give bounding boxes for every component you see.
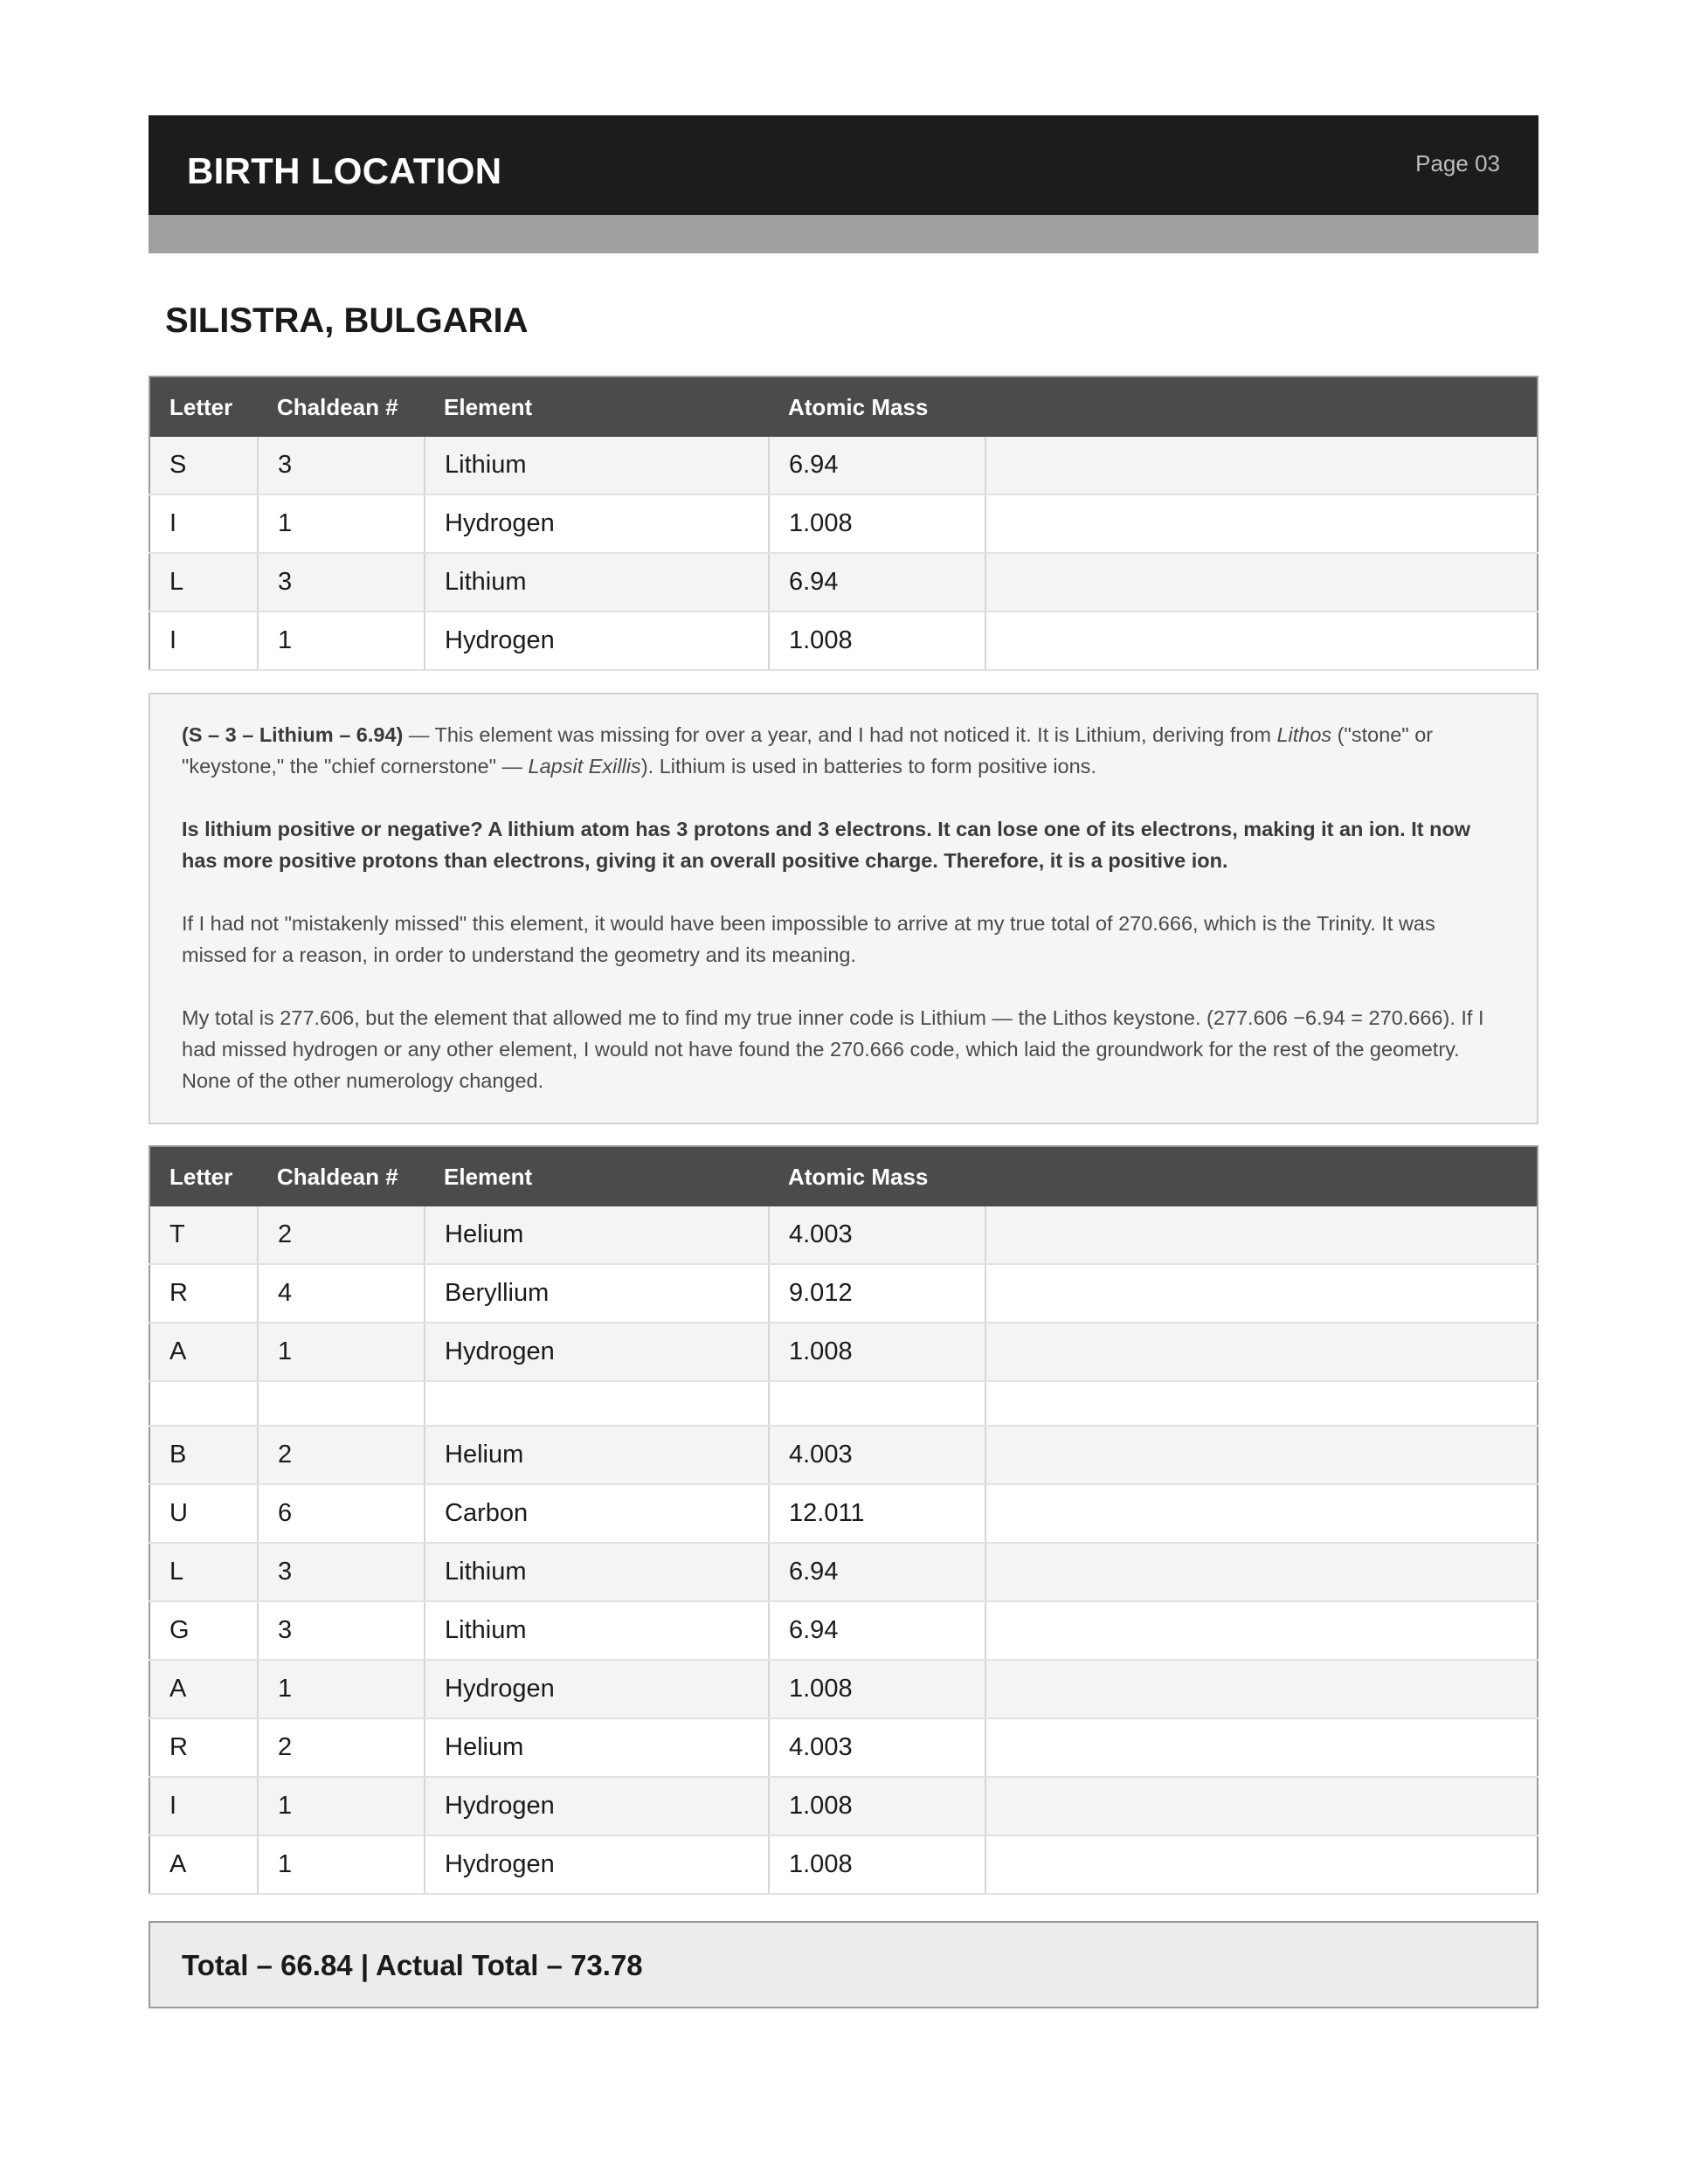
cell-chaldean: 6 xyxy=(258,1484,425,1543)
cell-letter: R xyxy=(149,1264,258,1323)
cell-chaldean: 3 xyxy=(258,553,425,612)
table-row xyxy=(149,1718,1538,1777)
cell-atomic-mass: 1.008 xyxy=(769,612,985,670)
cell-chaldean: 2 xyxy=(258,1718,425,1777)
cell-element: Hydrogen xyxy=(425,1323,769,1381)
table-row xyxy=(149,1543,1538,1601)
cell-letter: I xyxy=(149,1777,258,1835)
cell-element: Hydrogen xyxy=(425,1777,769,1835)
note-paragraph-positive-ion: Is lithium positive or negative? A lithium atom has 3 protons and 3 electrons. It can lose one of its electrons, making it an ion. It now has more positive protons than electrons, giving it an overall positive charge. Therefore, it is a positive ion. xyxy=(182,818,1471,872)
cell-element: Lithium xyxy=(425,553,769,612)
column-header-chaldean: Chaldean # xyxy=(258,1146,425,1206)
cell-element: Helium xyxy=(425,1426,769,1484)
cell-extra xyxy=(985,1601,1538,1660)
column-header-atomic-mass: Atomic Mass xyxy=(769,1146,985,1206)
column-header-letter: Letter xyxy=(149,1146,258,1206)
cell-chaldean: 3 xyxy=(258,1601,425,1660)
cell-chaldean: 1 xyxy=(258,494,425,553)
table-row xyxy=(149,1601,1538,1660)
element-table-bulgaria xyxy=(149,1145,1538,1895)
cell-letter: L xyxy=(149,1543,258,1601)
column-header-element: Element xyxy=(425,1146,769,1206)
cell-extra xyxy=(985,1381,1538,1426)
cell-chaldean: 1 xyxy=(258,1777,425,1835)
cell-letter: A xyxy=(149,1323,258,1381)
cell-chaldean: 3 xyxy=(258,437,425,494)
cell-atomic-mass: 1.008 xyxy=(769,1323,985,1381)
column-header-element: Element xyxy=(425,377,769,437)
lithium-note-box xyxy=(149,693,1538,1124)
cell-atomic-mass: 4.003 xyxy=(769,1206,985,1264)
cell-extra xyxy=(985,553,1538,612)
table-row xyxy=(149,612,1538,670)
cell-chaldean: 1 xyxy=(258,1660,425,1718)
cell-extra xyxy=(985,1777,1538,1835)
cell-atomic-mass: 1.008 xyxy=(769,494,985,553)
column-header-atomic-mass: Atomic Mass xyxy=(769,377,985,437)
table-header-row xyxy=(149,377,1538,437)
cell-chaldean xyxy=(258,1381,425,1426)
cell-letter: A xyxy=(149,1660,258,1718)
note-text: — This element was missing for over a year, and I had not noticed it. It is Lithium, deriving from xyxy=(403,723,1277,746)
table-row xyxy=(149,1206,1538,1264)
cell-extra xyxy=(985,612,1538,670)
cell-letter: L xyxy=(149,553,258,612)
note-paragraph-trinity: If I had not "mistakenly missed" this element, it would have been impossible to arrive at my true total of 270.666, which is the Trinity. It was missed for a reason, in order to understand the geometry and its meaning. xyxy=(182,912,1435,966)
cell-letter: S xyxy=(149,437,258,494)
column-header-chaldean: Chaldean # xyxy=(258,377,425,437)
cell-chaldean: 3 xyxy=(258,1543,425,1601)
column-header-extra xyxy=(985,377,1538,437)
cell-element: Lithium xyxy=(425,1543,769,1601)
cell-extra xyxy=(985,1323,1538,1381)
cell-extra xyxy=(985,1543,1538,1601)
element-table-silistra xyxy=(149,376,1538,671)
cell-atomic-mass: 12.011 xyxy=(769,1484,985,1543)
header-bar xyxy=(149,115,1538,215)
table-row xyxy=(149,553,1538,612)
cell-element: Hydrogen xyxy=(425,1660,769,1718)
cell-atomic-mass: 6.94 xyxy=(769,437,985,494)
cell-extra xyxy=(985,1206,1538,1264)
table-header-row xyxy=(149,1146,1538,1206)
cell-letter: G xyxy=(149,1601,258,1660)
cell-atomic-mass: 1.008 xyxy=(769,1835,985,1894)
cell-extra xyxy=(985,494,1538,553)
table-row xyxy=(149,437,1538,494)
cell-extra xyxy=(985,1426,1538,1484)
cell-extra xyxy=(985,1484,1538,1543)
note-lead: (S – 3 – Lithium – 6.94) xyxy=(182,723,404,746)
cell-element xyxy=(425,1381,769,1426)
cell-atomic-mass: 6.94 xyxy=(769,553,985,612)
cell-extra xyxy=(985,1718,1538,1777)
cell-element: Lithium xyxy=(425,437,769,494)
cell-element: Hydrogen xyxy=(425,612,769,670)
cell-letter: I xyxy=(149,612,258,670)
cell-element: Helium xyxy=(425,1206,769,1264)
cell-atomic-mass: 6.94 xyxy=(769,1601,985,1660)
note-italic-lapsit-exillis: Lapsit Exillis xyxy=(528,755,641,778)
table-row xyxy=(149,1660,1538,1718)
cell-atomic-mass: 1.008 xyxy=(769,1660,985,1718)
cell-extra xyxy=(985,1660,1538,1718)
cell-element: Carbon xyxy=(425,1484,769,1543)
cell-letter: R xyxy=(149,1718,258,1777)
cell-atomic-mass: 9.012 xyxy=(769,1264,985,1323)
total-text: Total – 66.84 | Actual Total – 73.78 xyxy=(182,1949,643,1981)
total-box xyxy=(149,1921,1538,2008)
cell-letter: U xyxy=(149,1484,258,1543)
header-divider xyxy=(149,215,1538,253)
cell-chaldean: 1 xyxy=(258,1323,425,1381)
table-row xyxy=(149,1323,1538,1381)
column-header-extra xyxy=(985,1146,1538,1206)
table-row-spacer xyxy=(149,1381,1538,1426)
table-row xyxy=(149,494,1538,553)
table-row xyxy=(149,1484,1538,1543)
cell-atomic-mass: 4.003 xyxy=(769,1426,985,1484)
cell-letter: B xyxy=(149,1426,258,1484)
cell-atomic-mass xyxy=(769,1381,985,1426)
page-title: BIRTH LOCATION xyxy=(187,150,502,191)
cell-element: Beryllium xyxy=(425,1264,769,1323)
cell-element: Helium xyxy=(425,1718,769,1777)
cell-element: Hydrogen xyxy=(425,494,769,553)
cell-chaldean: 2 xyxy=(258,1426,425,1484)
cell-letter: I xyxy=(149,494,258,553)
cell-chaldean: 4 xyxy=(258,1264,425,1323)
document-page xyxy=(149,115,1538,2008)
table-row xyxy=(149,1264,1538,1323)
cell-extra xyxy=(985,437,1538,494)
note-text: ("stone" or "keystone," the "chief cornerstone" — xyxy=(182,723,1434,778)
note-text: ). Lithium is used in batteries to form positive ions. xyxy=(640,755,1096,778)
note-italic-lithos: Lithos xyxy=(1276,723,1332,746)
cell-extra xyxy=(985,1835,1538,1894)
cell-element: Hydrogen xyxy=(425,1835,769,1894)
cell-extra xyxy=(985,1264,1538,1323)
cell-chaldean: 2 xyxy=(258,1206,425,1264)
note-paragraph-lithos xyxy=(182,719,1505,782)
table-row xyxy=(149,1835,1538,1894)
cell-letter xyxy=(149,1381,258,1426)
note-paragraph-total: My total is 277.606, but the element that allowed me to find my true inner code is Lithium — the Lithos keystone. (277.606 −6.94 = 270.666). If I had missed hydrogen or any other element, I would not have found the 270.666 code, which laid the groundwork for the rest of the geometry. None of the other numerology changed. xyxy=(182,1006,1484,1092)
page-number: Page 03 xyxy=(1415,150,1500,176)
table-row xyxy=(149,1777,1538,1835)
cell-chaldean: 1 xyxy=(258,1835,425,1894)
cell-letter: A xyxy=(149,1835,258,1894)
cell-chaldean: 1 xyxy=(258,612,425,670)
location-heading: SILISTRA, BULGARIA xyxy=(165,301,529,340)
cell-letter: T xyxy=(149,1206,258,1264)
cell-atomic-mass: 6.94 xyxy=(769,1543,985,1601)
column-header-letter: Letter xyxy=(149,377,258,437)
cell-atomic-mass: 1.008 xyxy=(769,1777,985,1835)
cell-element: Lithium xyxy=(425,1601,769,1660)
table-row xyxy=(149,1426,1538,1484)
cell-atomic-mass: 4.003 xyxy=(769,1718,985,1777)
